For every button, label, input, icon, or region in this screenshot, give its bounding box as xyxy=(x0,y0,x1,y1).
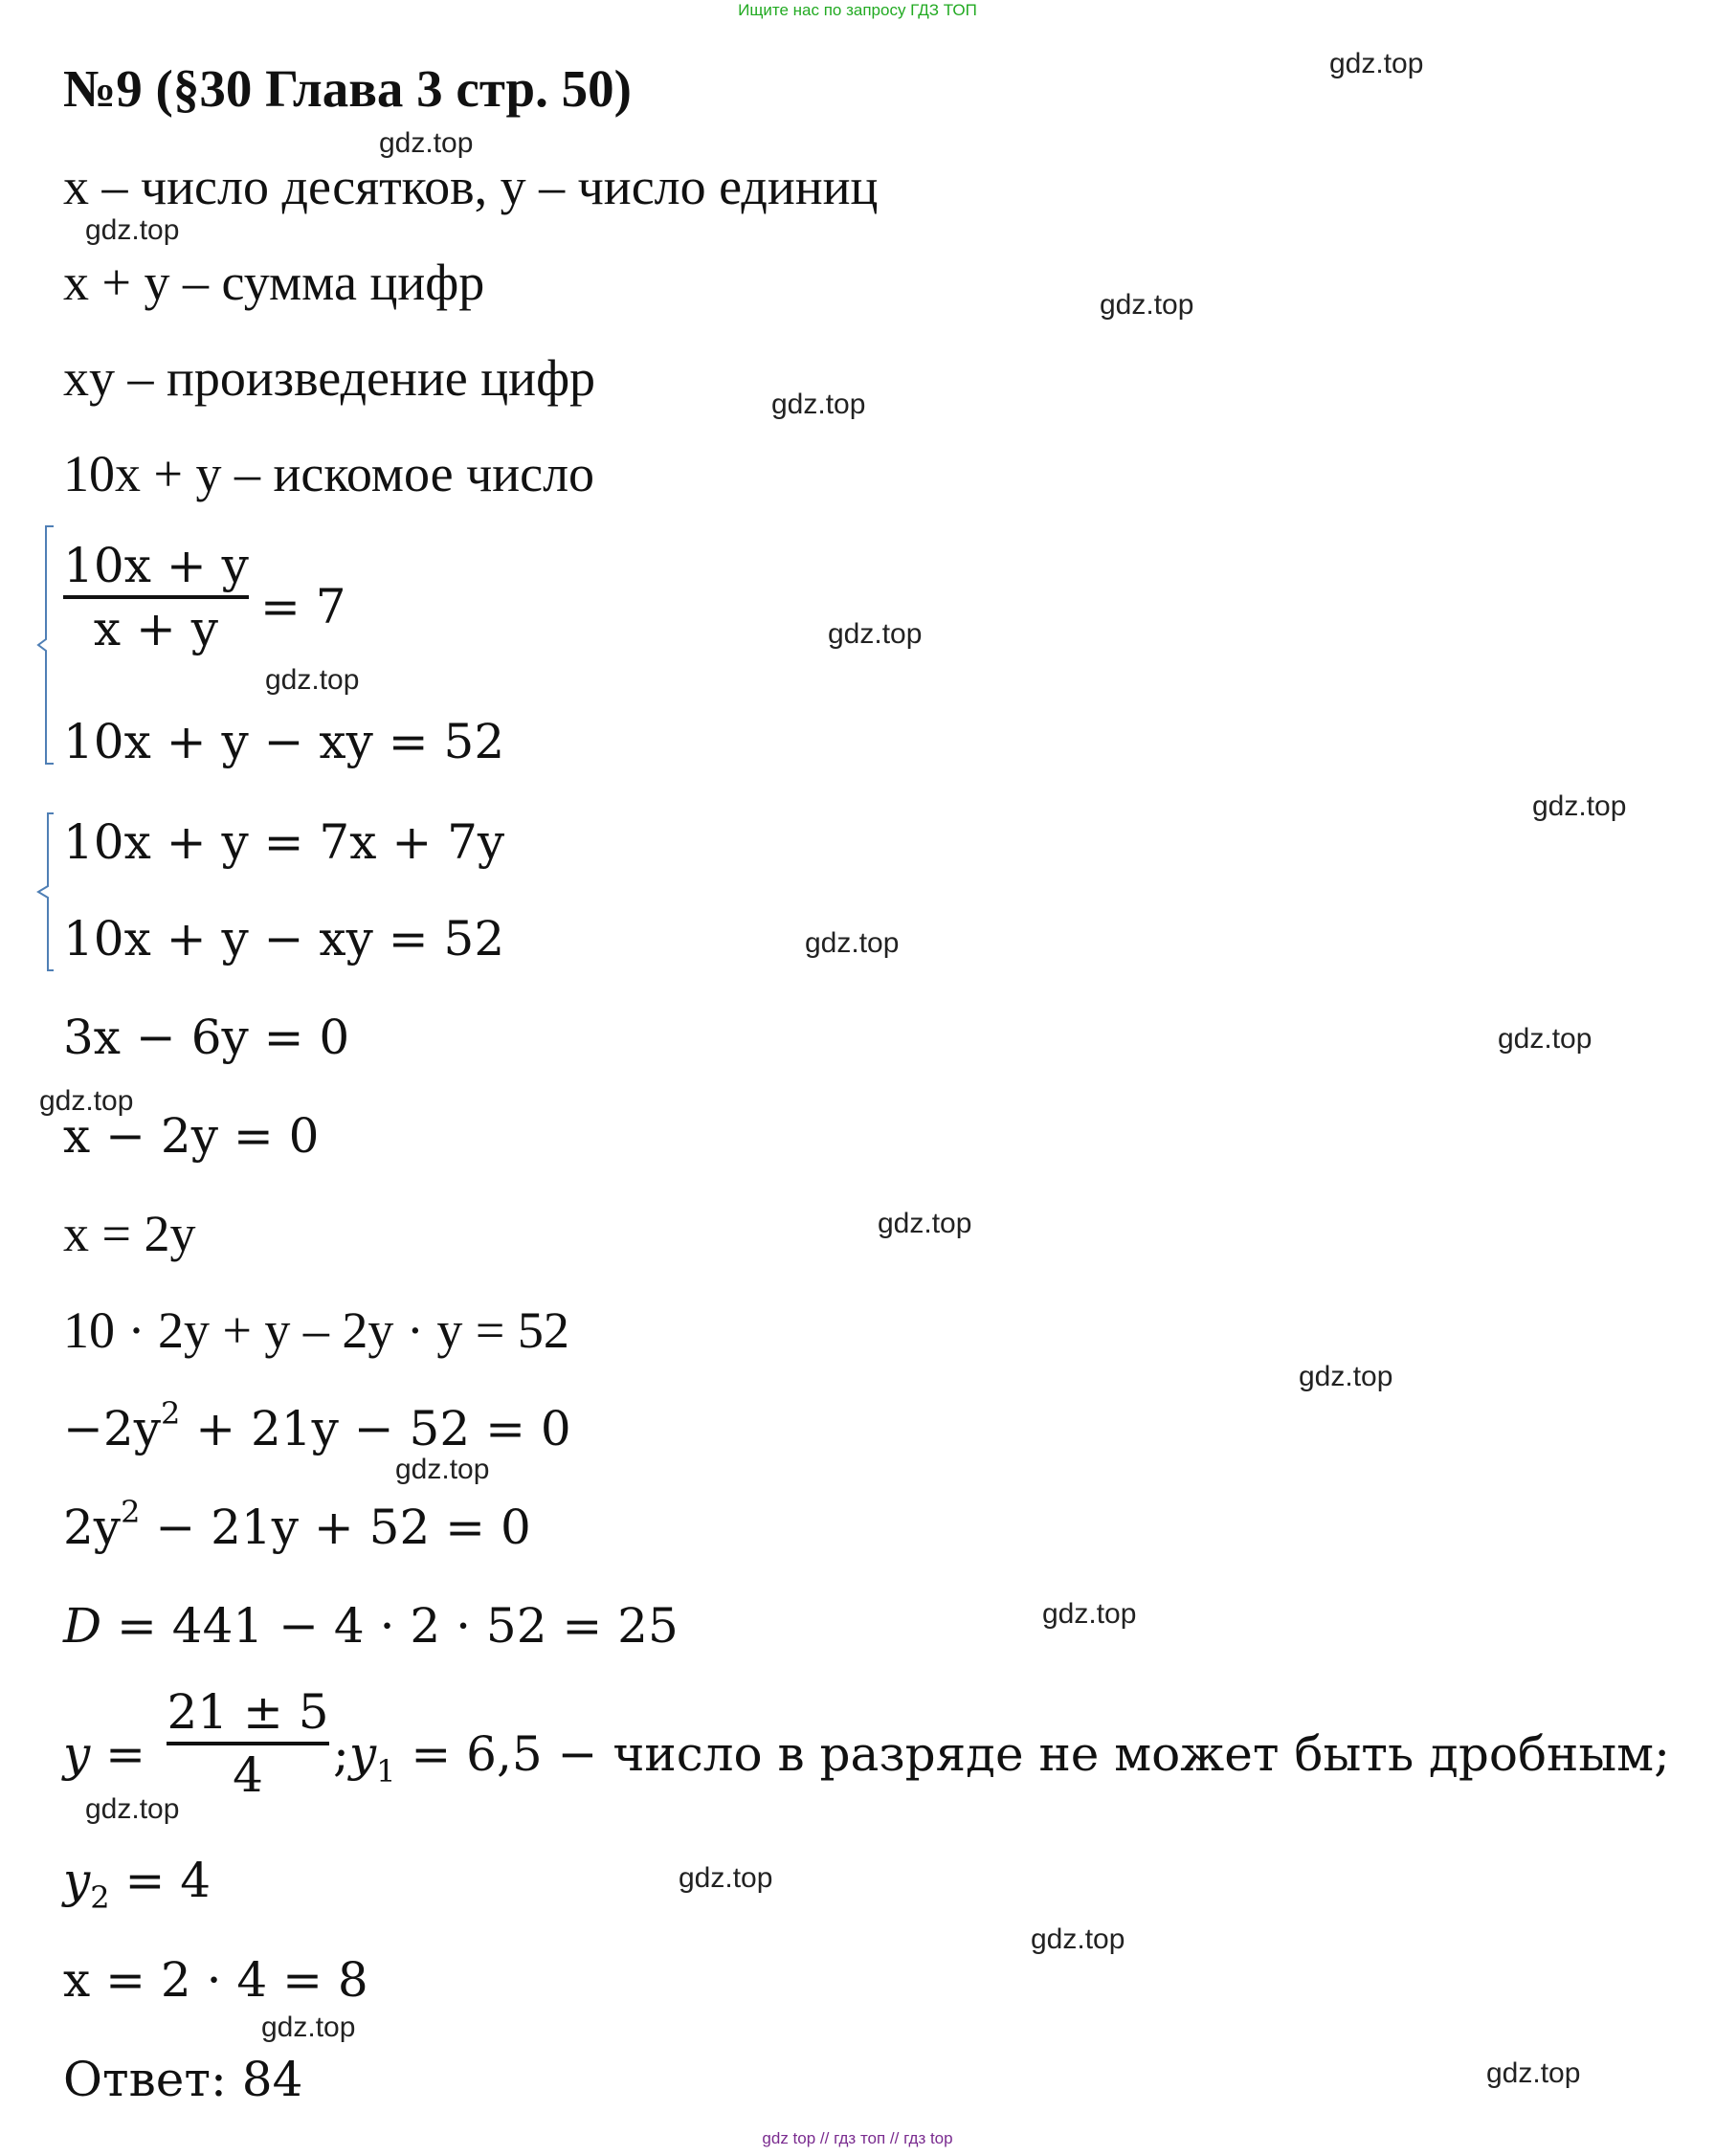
watermark: gdz.top xyxy=(805,927,900,959)
watermark: gdz.top xyxy=(395,1454,490,1485)
quad1-lead: −2y xyxy=(63,1401,161,1456)
system1-fraction xyxy=(63,536,249,658)
root-y1-statement xyxy=(333,1723,1670,1789)
root-y2 xyxy=(63,1849,212,1916)
watermark: gdz.top xyxy=(679,1862,773,1894)
watermark: gdz.top xyxy=(39,1085,134,1117)
root-y1-text: = 6,5 − число в разряде не может быть дробным; xyxy=(395,1726,1670,1782)
top-banner[interactable]: Ищите нас по запросу ГДЗ ТОП xyxy=(738,1,977,19)
watermark: gdz.top xyxy=(1031,1923,1125,1955)
definition-product: xy – произведение цифр xyxy=(63,349,596,407)
quad2-lead: 2y xyxy=(63,1500,122,1555)
root-y2-variable: y xyxy=(63,1853,91,1908)
discriminant-symbol: D xyxy=(63,1598,102,1654)
watermark: gdz.top xyxy=(828,618,923,650)
watermark: gdz.top xyxy=(878,1208,972,1239)
root-fraction-denominator: 4 xyxy=(233,1747,263,1803)
watermark: gdz.top xyxy=(85,214,180,246)
watermark: gdz.top xyxy=(1486,2057,1581,2089)
answer: Ответ: 84 xyxy=(63,2052,303,2107)
system2-equation-1: 10x + y = 7x + 7y xyxy=(63,814,505,870)
root-y1-subscript: 1 xyxy=(376,1753,396,1789)
root-y1-variable: y xyxy=(348,1726,377,1782)
system1-fraction-denominator: x + y xyxy=(93,601,219,656)
watermark: gdz.top xyxy=(85,1793,180,1825)
root-y2-subscript: 2 xyxy=(90,1879,110,1916)
step-discriminant xyxy=(63,1594,679,1657)
step-substitution: 10 · 2y + y – 2y · y = 52 xyxy=(63,1301,569,1359)
system1-fraction-numerator: 10x + y xyxy=(63,538,249,593)
step-x-equals-2y: x = 2y xyxy=(63,1205,196,1262)
discriminant-value: = 441 − 4 · 2 · 52 = 25 xyxy=(101,1598,679,1654)
watermark: gdz.top xyxy=(379,127,474,159)
step-3x-6y: 3x − 6y = 0 xyxy=(63,1010,350,1065)
step-quadratic xyxy=(63,1496,531,1559)
system1-equation-2: 10x + y − xy = 52 xyxy=(63,714,505,769)
watermark: gdz.top xyxy=(265,664,360,696)
root-variable-y: y xyxy=(63,1726,91,1782)
root-equals: = xyxy=(105,1726,146,1782)
watermark: gdz.top xyxy=(1532,790,1627,822)
watermark: gdz.top xyxy=(1100,289,1194,321)
quad2-exponent: 2 xyxy=(121,1494,141,1530)
quad1-rest: + 21y − 52 = 0 xyxy=(180,1401,571,1456)
quad2-rest: − 21y + 52 = 0 xyxy=(140,1500,531,1555)
roots-lhs xyxy=(63,1723,145,1786)
x-value: x = 2 · 4 = 8 xyxy=(63,1952,368,2008)
step-x-2y: x − 2y = 0 xyxy=(63,1108,320,1164)
watermark: gdz.top xyxy=(1042,1598,1137,1630)
root-fraction xyxy=(167,1682,329,1805)
system-brace-1 xyxy=(34,524,57,766)
definition-tens-units: x – число десятков, y – число единиц xyxy=(63,158,879,215)
watermark: gdz.top xyxy=(771,389,866,420)
definition-sum: x + y – сумма цифр xyxy=(63,254,485,311)
watermark: gdz.top xyxy=(261,2012,356,2043)
watermark: gdz.top xyxy=(1329,48,1424,79)
root-y2-value: = 4 xyxy=(109,1853,212,1908)
quad1-exponent: 2 xyxy=(160,1395,181,1432)
problem-title: №9 (§30 Глава 3 стр. 50) xyxy=(63,59,632,118)
watermark: gdz.top xyxy=(1299,1361,1393,1392)
root-semicolon: ; xyxy=(333,1726,349,1782)
system-brace-2 xyxy=(34,811,57,972)
root-fraction-numerator: 21 ± 5 xyxy=(167,1684,329,1740)
step-quadratic-negative xyxy=(63,1397,571,1460)
watermark: gdz.top xyxy=(1498,1023,1592,1055)
system1-fraction-rhs: = 7 xyxy=(260,579,346,634)
system2-equation-2: 10x + y − xy = 52 xyxy=(63,911,505,967)
definition-number: 10x + y – искомое число xyxy=(63,445,595,502)
bottom-banner[interactable]: gdz top // гдз топ // гдз top xyxy=(762,2129,953,2147)
